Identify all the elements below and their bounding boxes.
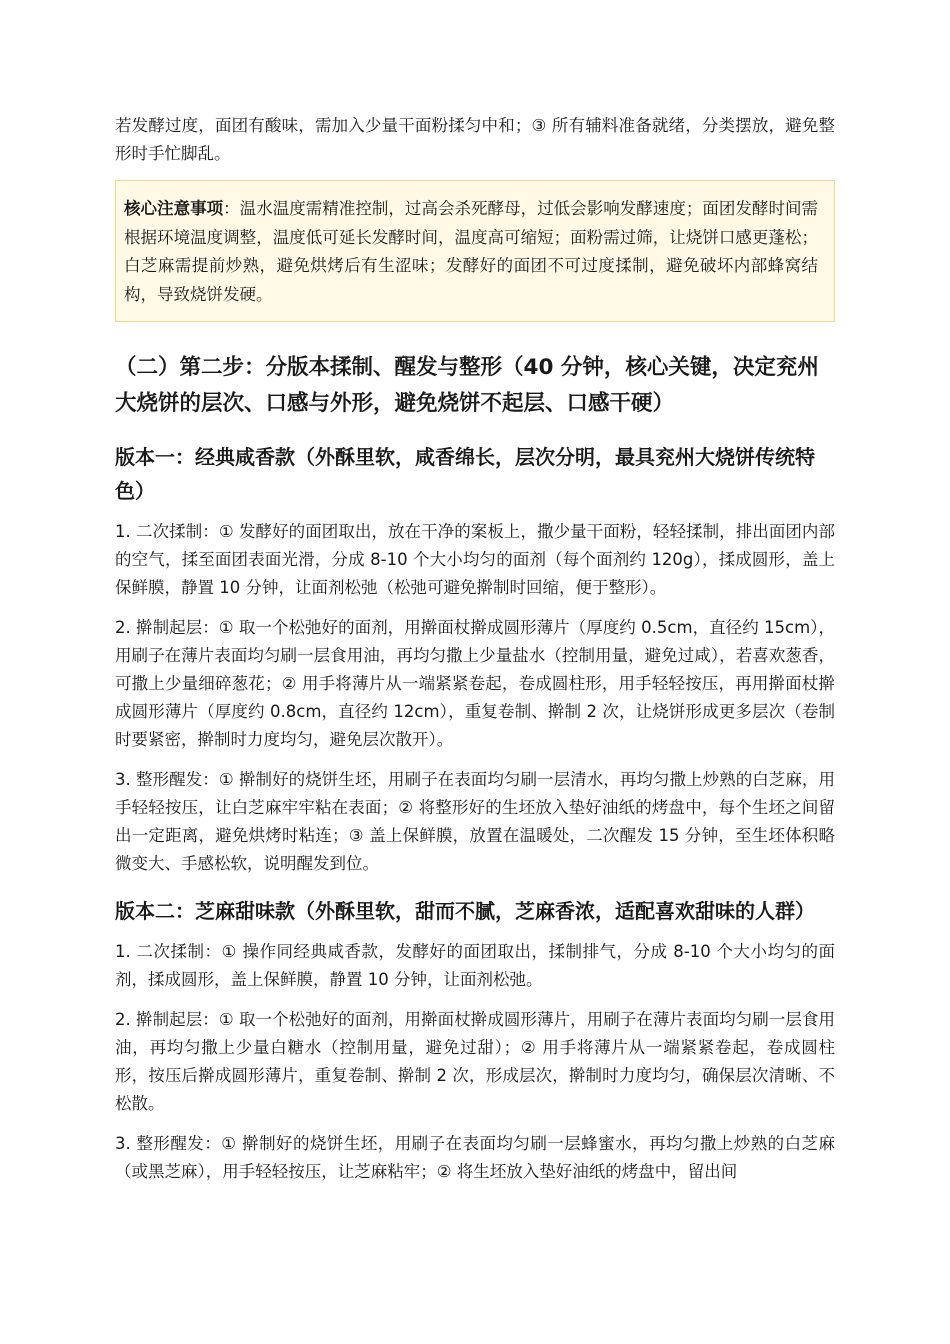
version-one-step-1: 1. 二次揉制：① 发酵好的面团取出，放在干净的案板上，撒少量干面粉，轻轻揉制，排出面团内部的空气，揉至面团表面光滑，分成 8-10 个大小均匀的面剂（每个面剂约 120g），揉成圆形，盖上保鲜膜，静置 10 分钟，让面剂松弛（松弛可避免擀制时回缩，便于整形）。 [115,522,835,597]
version-two-step-1: 1. 二次揉制：① 操作同经典咸香款，发酵好的面团取出，揉制排气，分成 8-10 个大小均匀的面剂，揉成圆形，盖上保鲜膜，静置 10 分钟，让面剂松弛。 [115,942,835,989]
version-two-title: 版本二：芝麻甜味款（外酥里软，甜而不腻，芝麻香浓，适配喜欢甜味的人群） [115,899,815,923]
core-notes-callout [115,180,835,322]
version-one-step-2: 2. 擀制起层：① 取一个松弛好的面剂，用擀面杖擀成圆形薄片（厚度约 0.5cm，直径约 15cm），用刷子在薄片表面均匀刷一层食用油，再均匀撒上少量盐水（控制用量，避免过咸），若喜欢葱香，可撒上少量细碎葱花；② 用手将薄片从一端紧紧卷起，卷成圆柱形，用手轻轻按压，再用擀面杖擀成圆形薄片（厚度约 0.8cm，直径约 12cm），重复卷制、擀制 2 次，让烧饼形成更多层次（卷制时要紧密，擀制时力度均匀，避免层次散开）。 [115,618,835,749]
version-two-step-3: 3. 整形醒发：① 擀制好的烧饼生坯，用刷子在表面均匀刷一层蜂蜜水，再均匀撒上炒熟的白芝麻（或黑芝麻），用手轻轻按压，让芝麻粘牢；② 将生坯放入垫好油纸的烤盘中，留出间 [115,1134,835,1181]
intro-paragraph: 若发酵过度，面团有酸味，需加入少量干面粉揉匀中和；③ 所有辅料准备就绪，分类摆放，避免整形时手忙脚乱。 [115,116,835,163]
core-notes-label: 核心注意事项 [124,199,224,218]
version-two-step-2: 2. 擀制起层：① 取一个松弛好的面剂，用擀面杖擀成圆形薄片，用刷子在薄片表面均匀刷一层食用油，再均匀撒上少量白糖水（控制用量，避免过甜）；② 用手将薄片从一端紧紧卷起，卷成圆柱形，按压后擀成圆形薄片，重复卷制、擀制 2 次，形成层次，擀制时力度均匀，确保层次清晰、不松散。 [115,1010,835,1113]
version-one-step-3: 3. 整形醒发：① 擀制好的烧饼生坯，用刷子在表面均匀刷一层清水，再均匀撒上炒熟的白芝麻，用手轻轻按压，让白芝麻牢牢粘在表面；② 将整形好的生坯放入垫好油纸的烤盘中，每个生坯之间留出一定距离，避免烘烤时粘连；③ 盖上保鲜膜，放置在温暖处，二次醒发 15 分钟，至生坯体积略微变大、手感松软，说明醒发到位。 [115,770,835,873]
version-one-title: 版本一：经典咸香款（外酥里软，咸香绵长，层次分明，最具兖州大烧饼传统特色） [115,445,815,503]
document-page [115,112,835,1198]
core-notes-text: ：温水温度需精准控制，过高会杀死酵母，过低会影响发酵速度；面团发酵时间需根据环境温度调整，温度低可延长发酵时间，温度高可缩短；面粉需过筛，让烧饼口感更蓬松；白芝麻需提前炒熟，避免烘烤后有生涩味；发酵好的面团不可过度揉制，避免破坏内部蜂窝结构，导致烧饼发硬。 [124,199,819,304]
section-heading-step-two: （二）第二步：分版本揉制、醒发与整形（40 分钟，核心关键，决定兖州大烧饼的层次、口感与外形，避免烧饼不起层、口感干硬） [115,355,819,416]
